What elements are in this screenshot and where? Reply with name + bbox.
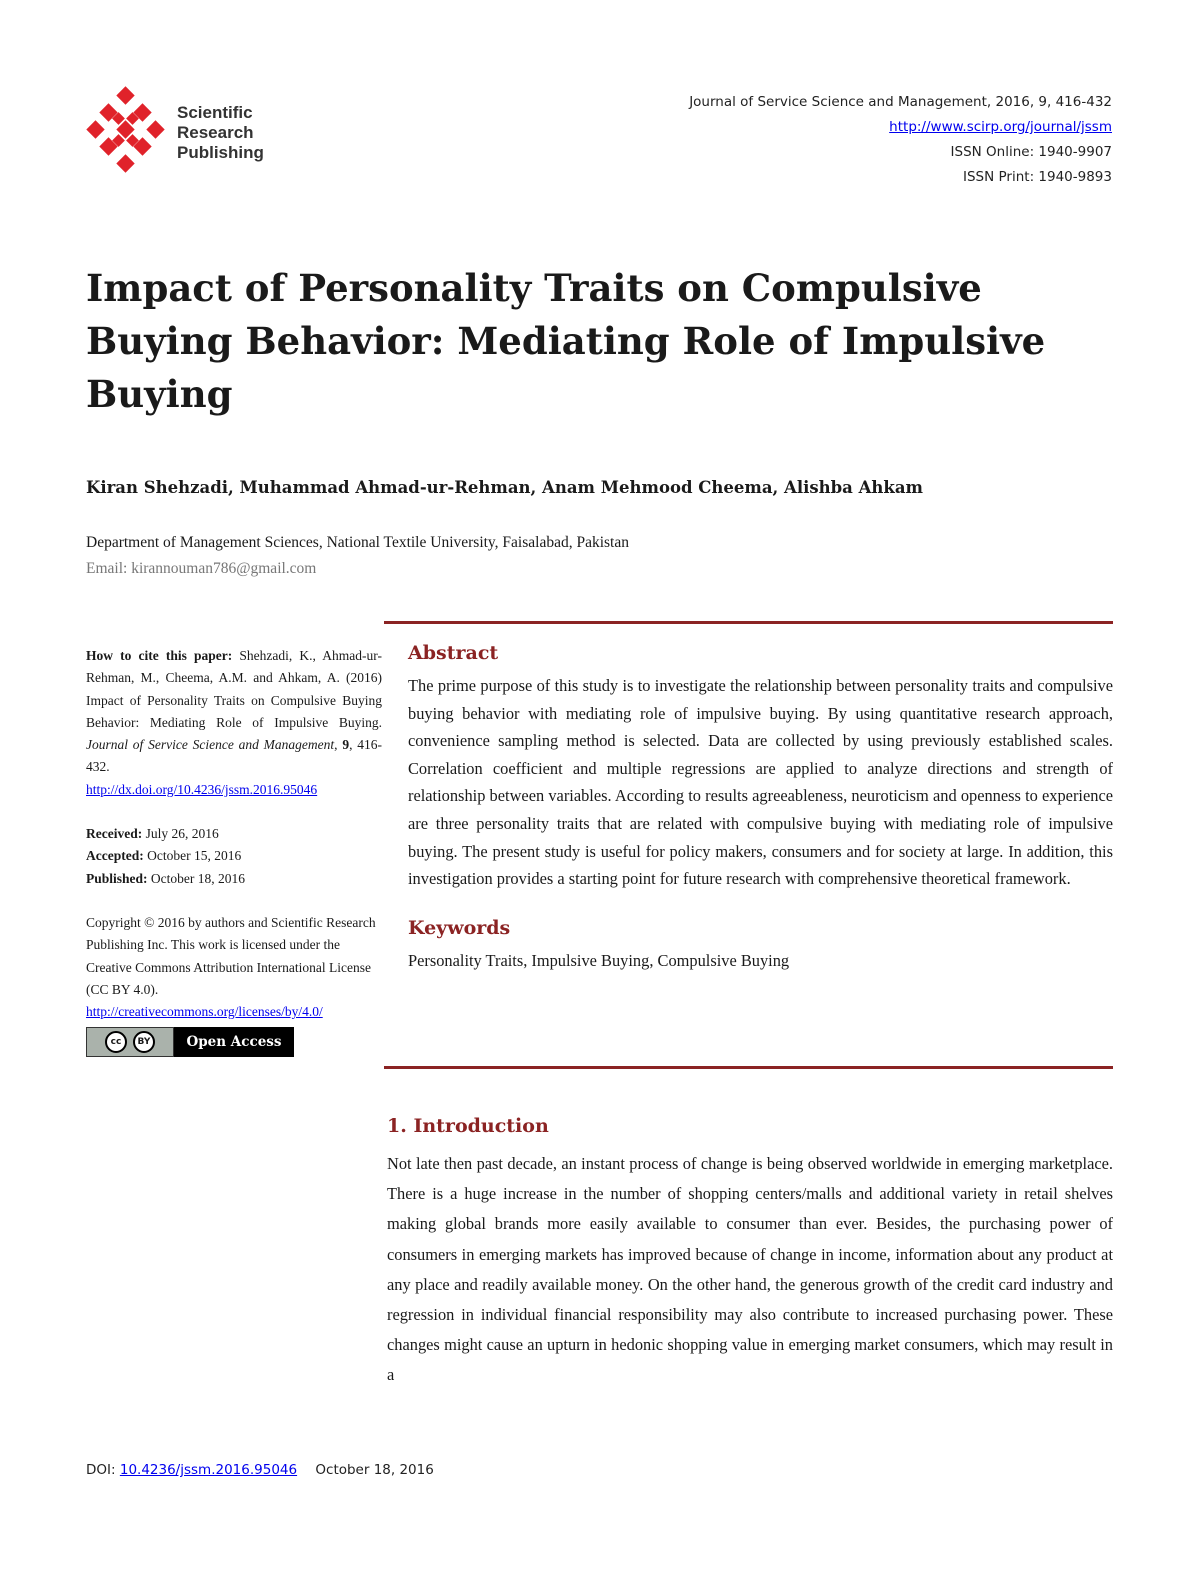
cite-pages: 416-432.: [86, 737, 382, 775]
publisher-name-line-1: Scientific: [177, 103, 253, 122]
how-to-cite: How to cite this paper: Shehzadi, K., Ahmad-ur-Rehman, M., Cheema, A.M. and Ahkam, A. (2016) Impact of Personality Traits on Compulsive Buying Behavior: Mediating Role of Impulsive Buying. Journal of Service Science and Management, 9, 416-432.: [86, 648, 382, 775]
publisher-name-line-2: Research: [177, 123, 254, 142]
journal-header: [689, 90, 1112, 190]
doi-label: DOI:: [86, 1462, 116, 1478]
received-label: Received:: [86, 826, 143, 842]
sidebar: [86, 645, 382, 1057]
paper-title: Impact of Personality Traits on Compulsive Buying Behavior: Mediating Role of Impulsive Buying: [86, 266, 1046, 416]
copyright-notice: Copyright © 2016 by authors and Scientific Research Publishing Inc. This work is licensed under the Creative Commons Attribution International License (CC BY 4.0).: [86, 914, 376, 997]
keywords-heading: Keywords: [408, 916, 511, 939]
author-email[interactable]: Email: kirannouman786@gmail.com: [86, 560, 317, 577]
received-line: [86, 823, 382, 845]
introduction-heading: 1. Introduction: [387, 1115, 549, 1137]
introduction-section: [387, 1115, 1113, 1391]
publisher-name: [177, 103, 264, 163]
issn-online: ISSN Online: 1940-9907: [950, 144, 1112, 160]
cite-journal: Journal of Service Science and Management: [86, 737, 335, 753]
cite-text: Shehzadi, K., Ahmad-ur-Rehman, M., Cheema, A.M. and Ahkam, A. (2016) Impact of Personality Traits on Compulsive Buying Behavior: Mediating Role of Impulsive Buying.: [86, 648, 382, 730]
publisher-logo: [86, 86, 286, 178]
license-link[interactable]: http://creativecommons.org/licenses/by/4.0/: [86, 1004, 323, 1020]
accepted-line: [86, 845, 382, 867]
journal-citation: Journal of Service Science and Management, 2016, 9, 416-432: [689, 94, 1112, 110]
page-footer: [86, 1462, 434, 1478]
keywords-text: Personality Traits, Impulsive Buying, Compulsive Buying: [408, 950, 790, 970]
accepted-date: October 15, 2016: [147, 848, 242, 864]
published-line: [86, 868, 382, 890]
cite-doi-link[interactable]: http://dx.doi.org/10.4236/jssm.2016.95046: [86, 781, 318, 797]
abstract-section: [408, 642, 1113, 974]
abstract-text: The prime purpose of this study is to investigate the relationship between personality traits and compulsive buying behavior with mediating role of impulsive buying. By using quantitative research approach, convenience sampling method is selected. Data are collected by using previously established scales. Correlation coefficient and multiple regressions are applied to analyze directions and strength of relationship between variables. According to results agreeableness, neuroticism and openness to experience are three personality traits that are related with compulsive buying with mediating role of impulsive buying. The present study is useful for policy makers, consumers and for society at large. In addition, this investigation provides a starting point for future research with comprehensive theoretical framework.: [408, 676, 1113, 889]
author-list: Kiran Shehzadi, Muhammad Ahmad-ur-Rehman, Anam Mehmood Cheema, Alishba Ahkam: [86, 478, 923, 497]
footer-date: October 18, 2016: [315, 1462, 434, 1478]
cc-license-icon: [86, 1027, 174, 1057]
publisher-logo-icon: [86, 86, 172, 178]
published-label: Published:: [86, 870, 148, 886]
cite-volume: 9: [342, 737, 350, 753]
journal-url-link[interactable]: http://www.scirp.org/journal/jssm: [889, 119, 1112, 135]
affiliation-block: [86, 530, 629, 582]
cc-by-badge[interactable]: [86, 1027, 382, 1057]
cite-label: How to cite this paper:: [86, 648, 233, 663]
issn-print: ISSN Print: 1940-9893: [963, 169, 1112, 185]
affiliation: Department of Management Sciences, National Textile University, Faisalabad, Pakistan: [86, 534, 629, 551]
publisher-name-line-3: Publishing: [177, 143, 264, 162]
accepted-label: Accepted:: [86, 848, 144, 864]
open-access-label: Open Access: [174, 1027, 294, 1057]
abstract-bottom-rule: [384, 1066, 1113, 1069]
introduction-text: Not late then past decade, an instant process of change is being observed worldwide in emerging marketplace. There is a huge increase in the number of shopping centers/malls and additional variety in retail shelves making global brands more easily available to consumer than ever. Besides, the purchasing power of consumers in emerging markets has improved because of change in income, information about any product at any place and readily available money. On the other hand, the generous growth of the credit card industry and regression in individual financial responsibility may also contribute to increased purchasing power. These changes might cause an upturn in hedonic shopping value in emerging market consumers, which may result in a: [387, 1154, 1113, 1385]
published-date: October 18, 2016: [150, 870, 246, 886]
cc-icon: cc: [105, 1031, 127, 1053]
doi-link[interactable]: 10.4236/jssm.2016.95046: [119, 1462, 298, 1478]
abstract-top-rule: [384, 621, 1113, 624]
received-date: July 26, 2016: [145, 826, 219, 842]
abstract-heading: Abstract: [408, 642, 499, 664]
by-attribution-icon: BY: [133, 1031, 155, 1053]
